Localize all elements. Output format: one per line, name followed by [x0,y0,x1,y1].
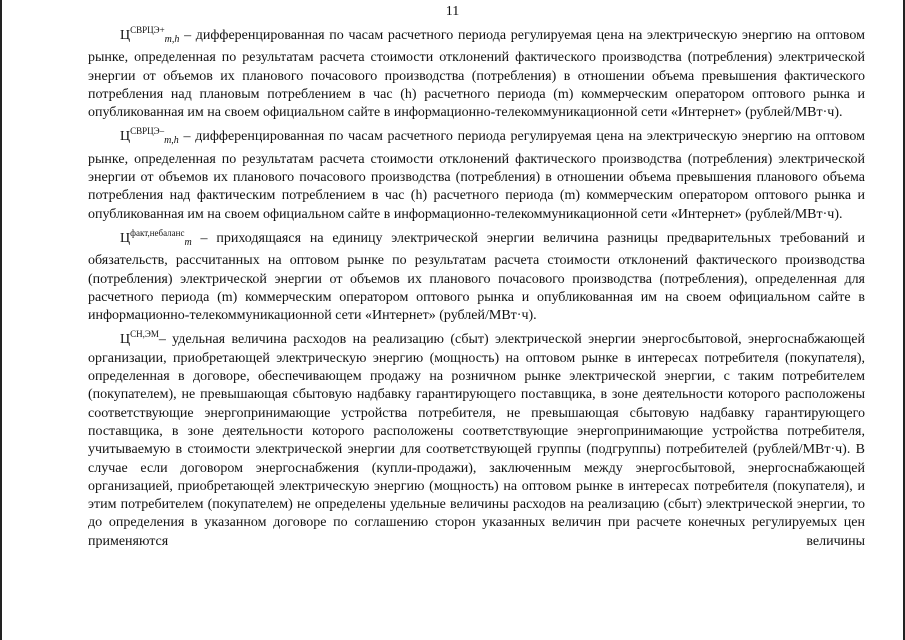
symbol-superscript: СВРЦЭ+ [130,25,165,35]
definition-text: – удельная величина расходов на реализацию (сбыт) электрической энергии энергосбытовой, энергоснабжающей организации, приобретающей электрическую энергию (мощность) на оптовом рынке в интересах потребителя (покупателя), определенная в договоре, обеспечивающем продажу на розничном рынке электрической энергии, с таким потребителем (покупателем), не превышающая сбытовую надбавку гарантирующего поставщика, в зоне деятельности которого расположены соответствующие энергопринимающие устройства потребителя, не превышающая сбытовую надбавку гарантирующего поставщика, в зоне деятельности которого расположены соответствующие энергопринимающие устройства потребителя, учитываемую в стоимости электрической энергии для соответствующей группы (подгруппы) потребителей (рублей/МВт·ч). В случае если договором энергоснабжения (купли-продажи), заключенным между энергосбытовой, энергоснабжающей организацией, приобретающей электрическую энергию (мощность) на оптовом рынке в интересах потребителя (покупателя), и этим потребителем (покупателем) не определены удельные величины расходов на реализацию (сбыт) электрической энергии, то до определения в указанном договоре по соглашению сторон указанных величин при расчете конечных регулируемых цен применяются величины [88,332,865,549]
definition-text: – приходящаяся на единицу электрической энергии величина разницы предварительных требований и обязательств, рассчитанных на оптовом рынке по результатам расчета стоимости отклонений фактического производства (потребления) электрической энергии от объемов их планового почасового производства (потребления), определенная для расчетного периода (m) коммерческим оператором оптового рынка и опубликованная им на своем официальном сайте в информационно-телекоммуникационной сети «Интернет» (рублей/МВт·ч). [88,230,865,324]
definition-paragraph-1 [88,21,865,122]
price-symbol: Ц [120,230,131,246]
symbol-subscript: m,h [164,34,180,45]
definition-paragraph-4 [88,325,865,551]
price-symbol: Ц [120,332,131,348]
symbol-superscript: СН,ЭМ [130,329,159,340]
symbol-subscript: m [184,236,192,248]
definition-text: – дифференцированная по часам расчетного периода регулируемая цена на электрическую энергию на оптовом рынке, определенная по результатам расчета стоимости отклонений фактического производства (потребления) электрической энергии от объемов их планового почасового производства (потребления) в отношении объема превышения планового объема потребления над фактическим потреблением в час (h) расчетного периода (m) коммерческим оператором оптового рынка и опубликованная им на своем официальном сайте в информационно-телекоммуникационной сети «Интернет» (рублей/МВт·ч). [88,129,865,222]
definition-paragraph-3 [88,224,865,325]
symbol-superscript: СВРЦЭ– [130,126,165,137]
price-symbol: Ц [120,28,131,43]
price-symbol: Ц [120,129,131,145]
page-number: 11 [445,4,460,19]
definition-paragraph-2 [88,122,865,223]
scan-border-left [0,0,2,640]
definition-text: – дифференцированная по часам расчетного периода регулируемая цена на электрическую энергию на оптовом рынке, определенная по результатам расчета стоимости отклонений фактического производства (потребления) электрической энергии от объемов их планового почасового производства (потребления) в отношении объема превышения фактического потребления над плановым потреблением в час (h) расчетного периода (m) коммерческим оператором оптового рынка и опубликованная им на своем официальном сайте в информационно-телекоммуникационной сети «Интернет» (рублей/МВт·ч). [88,28,865,121]
document-body [88,21,865,551]
symbol-superscript: факт,небаланс [130,227,185,238]
symbol-subscript: m,h [164,135,179,147]
